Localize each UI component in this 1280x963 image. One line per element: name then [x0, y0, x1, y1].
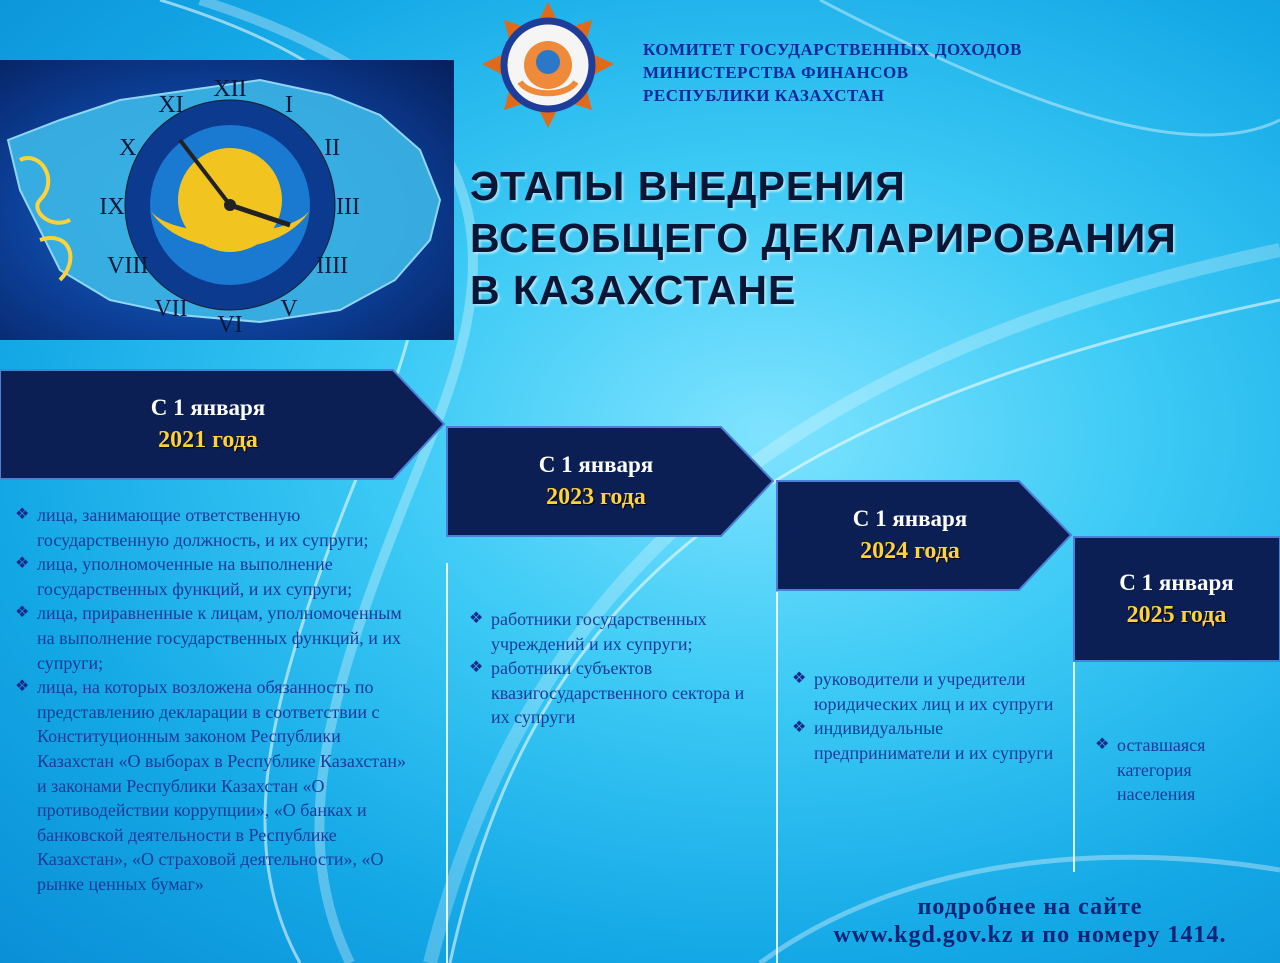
clock-numeral: VIII	[107, 253, 149, 279]
clock-numeral: II	[324, 135, 341, 161]
stage-list-2024	[792, 667, 1062, 765]
list-item: ❖ лица, на которых возложена обязанность по представлению декларации в соответствии с Конституционным законом Республики Казахстан «О выборах в Республике Казахстан» и законами Республики Казахстан «О противодействии коррупции», «О банках и банковской деятельности в Республике Казахстан», «О страховой деятельности», «О рынке ценных бумаг»	[15, 677, 407, 894]
stage-divider	[1073, 662, 1075, 872]
stage-banner-2025	[1073, 536, 1280, 662]
clock-numeral: XII	[213, 76, 247, 102]
org-line-1: КОМИТЕТ ГОСУДАРСТВЕННЫХ ДОХОДОВ	[643, 40, 1022, 59]
stage-date-label: С 1 января	[1119, 570, 1234, 595]
clock-numeral: VI	[217, 312, 243, 338]
clock-numeral: X	[119, 135, 137, 161]
stage-year: 2024 года	[860, 538, 960, 564]
stage-list-2023	[469, 607, 759, 730]
page-title	[470, 160, 1177, 316]
stage-divider	[776, 592, 778, 963]
title-line-1: ЭТАПЫ ВНЕДРЕНИЯ	[470, 163, 906, 209]
stage-banner-2021	[0, 369, 446, 480]
list-item: ❖ работники субъектов квазигосударственного сектора и их супруги	[469, 658, 745, 728]
bullet-icon: ❖	[15, 604, 30, 622]
list-item: ❖ лица, занимающие ответственную государственную должность, и их супруги;	[15, 505, 369, 550]
clock-numeral: VII	[154, 296, 188, 323]
footer-line-1: подробнее на сайте	[917, 894, 1143, 920]
clock-numeral: III	[336, 194, 360, 220]
stage-date-label: С 1 января	[150, 395, 266, 420]
stage-banner-2024	[776, 480, 1074, 591]
bullet-icon: ❖	[469, 610, 484, 627]
clock-numeral: XI	[158, 91, 184, 118]
clock-numeral: IX	[99, 194, 125, 220]
clock-numeral: V	[280, 296, 298, 323]
stage-date-label: С 1 января	[852, 506, 968, 531]
website-and-phone: www.kgd.gov.kz и по номеру 1414.	[833, 922, 1227, 948]
stage-list-2025	[1095, 733, 1255, 807]
title-line-2: ВСЕОБЩЕГО ДЕКЛАРИРОВАНИЯ	[470, 215, 1177, 261]
org-line-3: РЕСПУБЛИКИ КАЗАХСТАН	[643, 86, 885, 105]
list-item: ❖ лица, приравненные к лицам, уполномоченным на выполнение государственных функций, и их супруги;	[15, 603, 402, 673]
clock-numeral: I	[285, 91, 293, 118]
hero-image	[0, 60, 454, 340]
bullet-icon: ❖	[792, 719, 807, 737]
stage-year: 2023 года	[546, 484, 646, 510]
list-item: ❖ работники государственных учреждений и их супруги;	[469, 609, 707, 654]
org-line-2: МИНИСТЕРСТВА ФИНАНСОВ	[643, 63, 909, 82]
bullet-icon: ❖	[15, 555, 30, 573]
contact-info	[790, 893, 1270, 949]
organization-name	[643, 38, 1022, 107]
title-line-3: В КАЗАХСТАНЕ	[470, 267, 797, 313]
list-item: ❖ лица, уполномоченные на выполнение государственных функций, и их супруги;	[15, 554, 353, 599]
bullet-icon: ❖	[15, 678, 30, 696]
list-item: ❖ индивидуальные предприниматели и их супруги	[792, 718, 1054, 763]
bullet-icon: ❖	[1095, 736, 1110, 753]
stage-divider	[446, 563, 448, 963]
bullet-icon: ❖	[15, 506, 30, 523]
clock-numerals	[0, 60, 454, 340]
list-item: ❖ руководители и учредители юридических лиц и их супруги	[792, 669, 1054, 714]
stage-date-label: С 1 января	[538, 452, 654, 477]
list-item: ❖ оставшаяся категория населения	[1095, 735, 1206, 805]
stage-banner-2023	[446, 426, 776, 537]
stage-list-2021	[15, 503, 410, 897]
bullet-icon: ❖	[792, 670, 807, 687]
kgd-emblem-logo	[480, 2, 616, 130]
clock-numeral: IIII	[316, 253, 349, 279]
stage-year: 2021 года	[158, 427, 258, 453]
stage-year: 2025 года	[1126, 602, 1227, 628]
bullet-icon: ❖	[469, 659, 484, 677]
